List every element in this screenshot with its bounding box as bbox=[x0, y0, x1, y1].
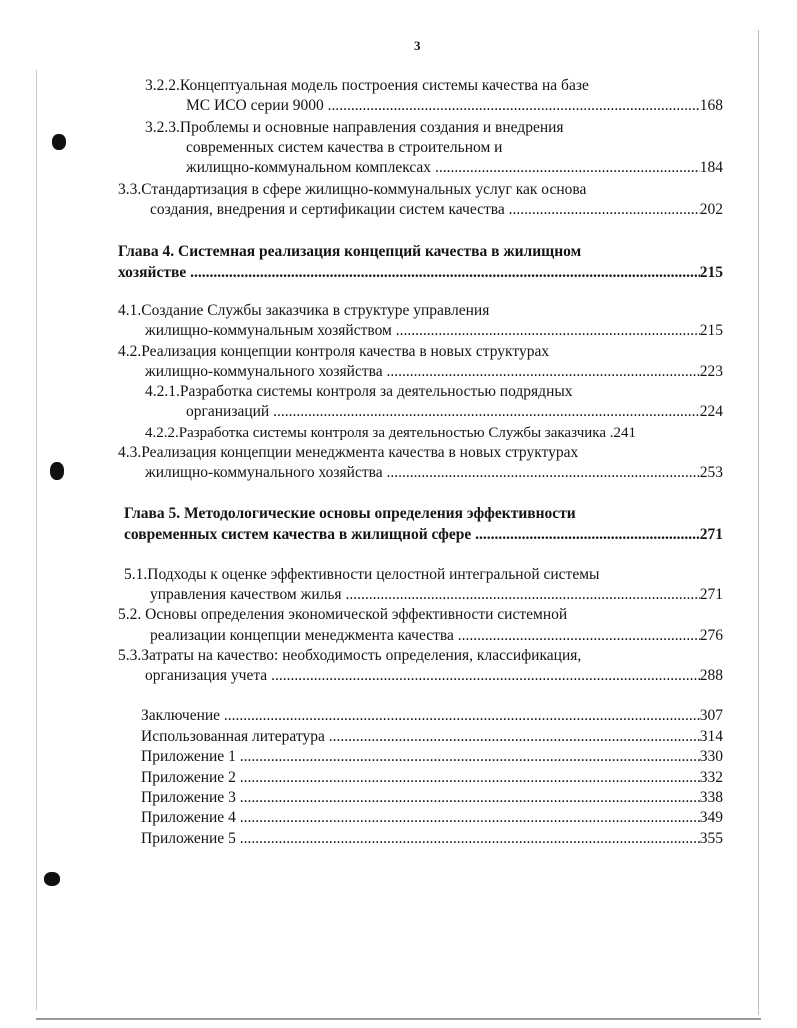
scan-bottom-line bbox=[36, 1018, 761, 1020]
toc-entry bbox=[145, 666, 723, 686]
toc-entry bbox=[141, 747, 723, 767]
toc-entry bbox=[150, 200, 723, 220]
toc-entry-title: Приложение 2 ..... bbox=[141, 768, 700, 788]
toc-entry-title: 3.3.Стандартизация в сфере жилищно-коммунальных услуг как основа bbox=[118, 181, 587, 198]
toc-entry-title: Приложение 4 ..... bbox=[141, 808, 700, 828]
toc-entry bbox=[186, 402, 723, 422]
toc-entry-title: жилищно-коммунального хозяйства ..... bbox=[145, 463, 700, 483]
toc-entry-title: жилищно-коммунальным хозяйством ..... bbox=[145, 321, 700, 341]
toc-entry bbox=[141, 768, 723, 788]
toc-entry-title: 4.2.2.Разработка системы контроля за деятельностью Службы заказчика bbox=[145, 425, 607, 441]
scan-margin-line bbox=[36, 70, 37, 1010]
toc-page-number: 349 bbox=[699, 809, 723, 826]
toc-page-number: 271 bbox=[699, 586, 723, 603]
toc-entry-title: 5.2. Основы определения экономической эффективности системной bbox=[118, 606, 568, 623]
scan-edge-line bbox=[758, 30, 759, 1015]
toc-entry bbox=[145, 362, 723, 382]
toc-page-number: 215 bbox=[699, 322, 723, 339]
toc-entry bbox=[118, 646, 581, 666]
toc-entry bbox=[141, 706, 723, 726]
binder-hole-mark bbox=[44, 872, 60, 886]
toc-entry-title: Приложение 1 ..... bbox=[141, 747, 700, 767]
page-number: 3 bbox=[414, 38, 421, 53]
toc-entry-title: Приложение 5 ..... bbox=[141, 829, 700, 849]
toc-entry bbox=[141, 808, 723, 828]
toc-entry bbox=[186, 158, 723, 178]
toc-page-number: 332 bbox=[699, 769, 723, 786]
toc-entry-title: 3.2.2.Концептуальная модель построения системы качества на базе bbox=[145, 77, 589, 94]
toc-entry bbox=[150, 626, 723, 646]
toc-entry bbox=[186, 96, 723, 116]
toc-entry-title: жилищно-коммунального хозяйства ..... bbox=[145, 362, 700, 382]
toc-entry-title: Глава 5. Методологические основы определения эффективности bbox=[124, 505, 576, 522]
toc-entry-title: хозяйстве ..... bbox=[118, 263, 700, 283]
chapter-heading bbox=[118, 263, 723, 283]
toc-entry bbox=[124, 565, 599, 585]
toc-page-number: 271 bbox=[699, 526, 723, 543]
toc-entry-title: 3.2.3.Проблемы и основные направления создания и внедрения bbox=[145, 119, 564, 136]
toc-page-number: 202 bbox=[699, 201, 723, 218]
toc-page-number: 184 bbox=[699, 159, 723, 176]
binder-hole-mark bbox=[52, 134, 66, 150]
toc-entry bbox=[118, 180, 586, 200]
chapter-heading bbox=[118, 242, 581, 262]
toc-entry-title: 4.1.Создание Службы заказчика в структуре управления bbox=[118, 302, 490, 319]
toc-entry bbox=[118, 605, 567, 625]
toc-entry-title: 5.1.Подходы к оценке эффективности целостной интегральной системы bbox=[124, 566, 600, 583]
toc-entry-title: организация учета ..... bbox=[145, 666, 700, 686]
toc-page-number: 223 bbox=[699, 363, 723, 380]
toc-entry bbox=[145, 382, 573, 402]
toc-entry-title: 4.2.Реализация концепции контроля качества в новых структурах bbox=[118, 343, 550, 360]
toc-entry-title: 4.3.Реализация концепции менеджмента качества в новых структурах bbox=[118, 444, 579, 461]
toc-entry bbox=[118, 342, 549, 362]
toc-page-number: 288 bbox=[699, 667, 723, 684]
toc-entry-title: управления качеством жилья ..... bbox=[150, 585, 700, 605]
toc-entry bbox=[145, 321, 723, 341]
toc-page-number: 168 bbox=[699, 97, 723, 114]
toc-page-number: 276 bbox=[699, 627, 723, 644]
toc-entry-title: Заключение ..... bbox=[141, 706, 700, 726]
toc-entry bbox=[150, 585, 723, 605]
toc-entry bbox=[118, 301, 489, 321]
toc-page-number: 224 bbox=[699, 403, 723, 420]
toc-page-number: 215 bbox=[699, 264, 723, 281]
toc-entry-title: современных систем качества в жилищной сфере ..... bbox=[124, 525, 700, 545]
toc-page-number: 338 bbox=[699, 789, 723, 806]
toc-entry-title: 4.2.1.Разработка системы контроля за деятельностью подрядных bbox=[145, 383, 573, 400]
toc-entry bbox=[118, 443, 578, 463]
toc-entry-title: 5.3.Затраты на качество: необходимость определения, классификация, bbox=[118, 647, 582, 664]
toc-entry bbox=[141, 829, 723, 849]
toc-entry bbox=[141, 788, 723, 808]
toc-entry-title: организаций ..... bbox=[186, 402, 700, 422]
chapter-heading bbox=[124, 525, 723, 545]
toc-page-number: 307 bbox=[699, 707, 723, 724]
toc-entry bbox=[145, 76, 589, 96]
toc-page-number: 355 bbox=[699, 830, 723, 847]
toc-entry-title: создания, внедрения и сертификации систем качества ..... bbox=[150, 200, 700, 220]
toc-entry bbox=[186, 138, 502, 158]
toc-entry bbox=[145, 463, 723, 483]
toc-entry-title: Глава 4. Системная реализация концепций качества в жилищном bbox=[118, 243, 582, 260]
toc-entry-title: жилищно-коммунальном комплексах ..... bbox=[186, 158, 700, 178]
binder-hole-mark bbox=[50, 462, 64, 480]
toc-entry-title: МС ИСО серии 9000 ..... bbox=[186, 96, 700, 116]
toc-entry-title: Использованная литература ..... bbox=[141, 727, 700, 747]
chapter-heading bbox=[124, 504, 576, 524]
toc-entry bbox=[145, 118, 564, 138]
toc-entry-title: современных систем качества в строительном и bbox=[186, 139, 503, 156]
toc-entry-title: Приложение 3 ..... bbox=[141, 788, 700, 808]
toc-entry-title: реализации концепции менеджмента качества ..... bbox=[150, 626, 700, 646]
toc-entry bbox=[145, 423, 636, 443]
toc-page-number: 314 bbox=[699, 728, 723, 745]
toc-page-number: .241 bbox=[609, 425, 637, 441]
toc-page-number: 330 bbox=[699, 748, 723, 765]
toc-entry bbox=[141, 727, 723, 747]
toc-page-number: 253 bbox=[699, 464, 723, 481]
